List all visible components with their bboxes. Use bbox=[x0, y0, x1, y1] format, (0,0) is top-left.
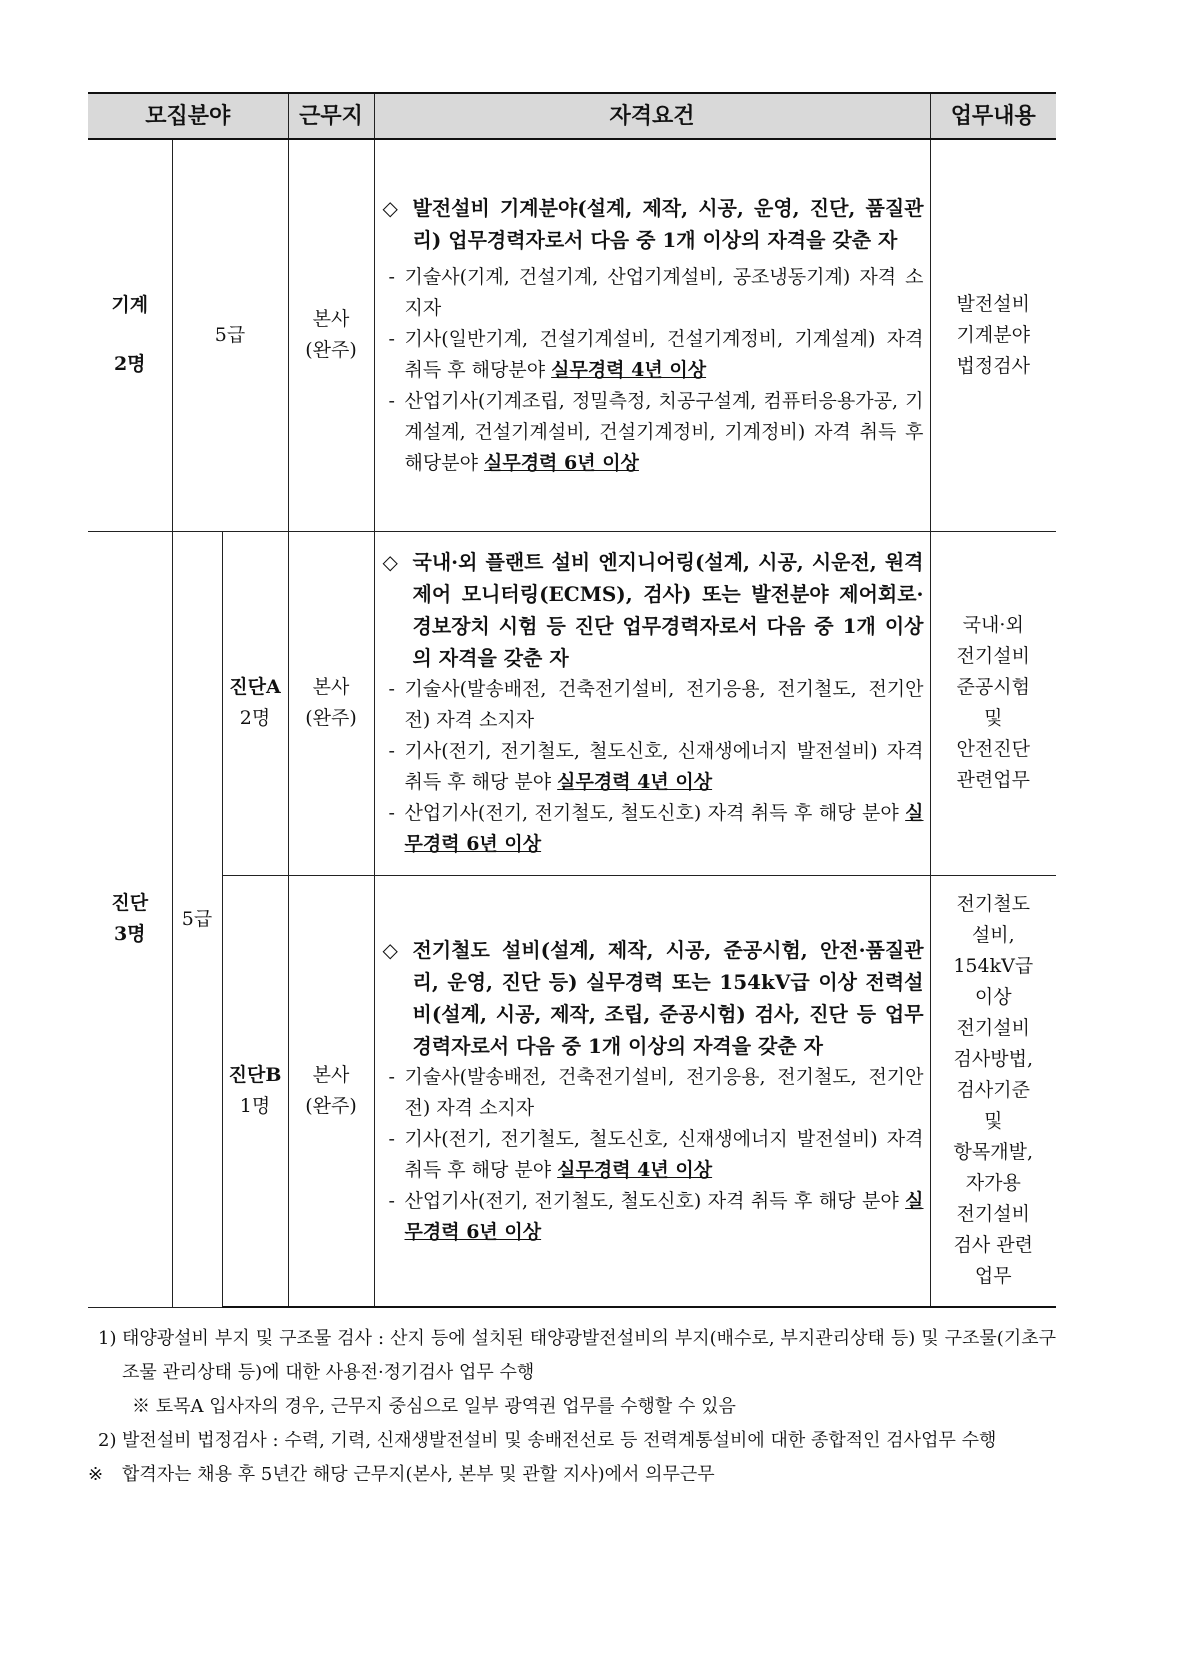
diag-count: 3명 bbox=[113, 923, 146, 945]
diag-field-cell bbox=[88, 531, 172, 1307]
mech-head: ◇ 발전설비 기계분야(설계, 제작, 시공, 운영, 진단, 품질관리) 업무경력자로서 다음 중 1개 이상의 자격을 갖춘 자 bbox=[383, 192, 924, 256]
table-header-row bbox=[88, 93, 1056, 139]
list-item: - 기술사(발송배전, 건축전기설비, 전기응용, 전기철도, 전기안전) 자격 소지자 bbox=[383, 1062, 924, 1124]
list-item: - 기사(전기, 전기철도, 철도신호, 신재생에너지 발전설비) 자격 취득 후 해당 분야 실무경력 4년 이상 bbox=[383, 1124, 924, 1186]
mech-field-cell bbox=[88, 139, 172, 531]
dash-icon: - bbox=[388, 802, 395, 824]
diag-a-duty: 국내·외 전기설비 준공시험 및 안전진단 관련업무 bbox=[930, 531, 1056, 875]
list-item: - 기사(전기, 전기철도, 철도신호, 신재생에너지 발전설비) 자격 취득 후 해당 분야 실무경력 4년 이상 bbox=[383, 736, 924, 798]
dash-icon: - bbox=[388, 1127, 395, 1150]
diag-b-head: ◇ 전기철도 설비(설계, 제작, 시공, 준공시험, 안전·품질관리, 운영, 진단 등) 실무경력 또는 154kV급 이상 전력설비(설계, 시공, 제작, 조립, 준공시험) 검사, 진단 등 업무경력자로서 다음 중 1개 이상의 자격을 갖춘 자 bbox=[383, 934, 924, 1062]
footnote-2: 2) 발전설비 법정검사 : 수력, 기력, 신재생발전설비 및 송배전선로 등 전력계통설비에 대한 종합적인 검사업무 수행 bbox=[98, 1430, 997, 1451]
diag-a-head: ◇ 국내·외 플랜트 설비 엔지니어링(설계, 시공, 시운전, 원격제어 모니터링(ECMS), 검사) 또는 발전분야 제어회로·경보장치 시험 등 진단 업무경력자로서 다음 중 1개 이상의 자격을 갖춘 자 bbox=[383, 546, 924, 674]
table-row-mech bbox=[88, 139, 1056, 531]
footnote-1-sub: ※ 토목A 입사자의 경우, 근무지 중심으로 일부 광역권 업무를 수행할 수 있음 bbox=[132, 1396, 736, 1417]
recruitment-table bbox=[88, 92, 1056, 1308]
dash-icon: - bbox=[388, 265, 395, 288]
diag-a-location: 본사 (완주) bbox=[288, 531, 374, 875]
dash-icon: - bbox=[388, 1189, 395, 1212]
list-item: - 기술사(기계, 건설기계, 산업기계설비, 공조냉동기계) 자격 소지자 bbox=[383, 262, 924, 324]
dash-icon: - bbox=[388, 327, 395, 350]
diag-b-location: 본사 (완주) bbox=[288, 875, 374, 1307]
header-duty: 업무내용 bbox=[930, 93, 1056, 139]
diag-a-qualification bbox=[374, 531, 930, 875]
diag-field-name: 진단 bbox=[111, 892, 149, 914]
list-item: - 기사(일반기계, 건설기계설비, 건설기계정비, 기계설계) 자격 취득 후 해당분야 실무경력 4년 이상 bbox=[383, 324, 924, 386]
mech-duty: 발전설비 기계분야 법정검사 bbox=[930, 139, 1056, 531]
diag-b-duty: 전기철도 설비, 154kV급 이상 전기설비 검사방법, 검사기준 및 항목개발, 자가용 전기설비 검사 관련 업무 bbox=[930, 875, 1056, 1307]
diag-a-subfield: 진단A 2명 bbox=[222, 531, 288, 875]
footnotes bbox=[88, 1322, 1056, 1492]
mech-field-name: 기계 bbox=[111, 294, 149, 317]
mech-qualification bbox=[374, 139, 930, 531]
diamond-icon: ◇ bbox=[382, 937, 398, 962]
reference-mark-icon: ※ bbox=[88, 1464, 104, 1485]
dash-icon: - bbox=[388, 389, 395, 412]
list-item: - 산업기사(기계조립, 정밀측정, 치공구설계, 컴퓨터응용가공, 기계설계, 건설기계설비, 건설기계정비, 기계정비) 자격 취득 후 해당분야 실무경력 6년 이상 bbox=[383, 386, 924, 479]
diag-grade: 5급 bbox=[172, 531, 222, 1307]
header-location: 근무지 bbox=[288, 93, 374, 139]
mech-location: 본사 (완주) bbox=[288, 139, 374, 531]
dash-icon: - bbox=[388, 1065, 395, 1088]
header-qualification: 자격요건 bbox=[374, 93, 930, 139]
list-item: - 산업기사(전기, 전기철도, 철도신호) 자격 취득 후 해당 분야 실무경력 6년 이상 bbox=[383, 798, 924, 860]
footnote-1: 1) 태양광설비 부지 및 구조물 검사 : 산지 등에 설치된 태양광발전설비의 부지(배수로, 부지관리상태 등) 및 구조물(기초구조물 관리상태 등)에 대한 사용전·정기검사 업무 수행 bbox=[98, 1328, 1056, 1383]
dash-icon: - bbox=[388, 740, 395, 762]
diamond-icon: ◇ bbox=[382, 195, 398, 220]
table-row-diag-a bbox=[88, 531, 1056, 875]
mech-count: 2명 bbox=[113, 353, 146, 376]
diag-b-qualification bbox=[374, 875, 930, 1307]
table-row-diag-b bbox=[88, 875, 1056, 1307]
dash-icon: - bbox=[388, 678, 395, 700]
list-item: - 산업기사(전기, 전기철도, 철도신호) 자격 취득 후 해당 분야 실무경력 6년 이상 bbox=[383, 1186, 924, 1248]
list-item: - 기술사(발송배전, 건축전기설비, 전기응용, 전기철도, 전기안전) 자격 소지자 bbox=[383, 674, 924, 736]
final-note: ※ 합격자는 채용 후 5년간 해당 근무지(본사, 본부 및 관할 지사)에서 의무근무 bbox=[88, 1458, 1056, 1492]
diamond-icon: ◇ bbox=[382, 550, 398, 574]
diag-b-subfield: 진단B 1명 bbox=[222, 875, 288, 1307]
mech-grade: 5급 bbox=[172, 139, 288, 531]
header-field: 모집분야 bbox=[88, 93, 288, 139]
recruitment-document bbox=[88, 92, 1056, 1492]
